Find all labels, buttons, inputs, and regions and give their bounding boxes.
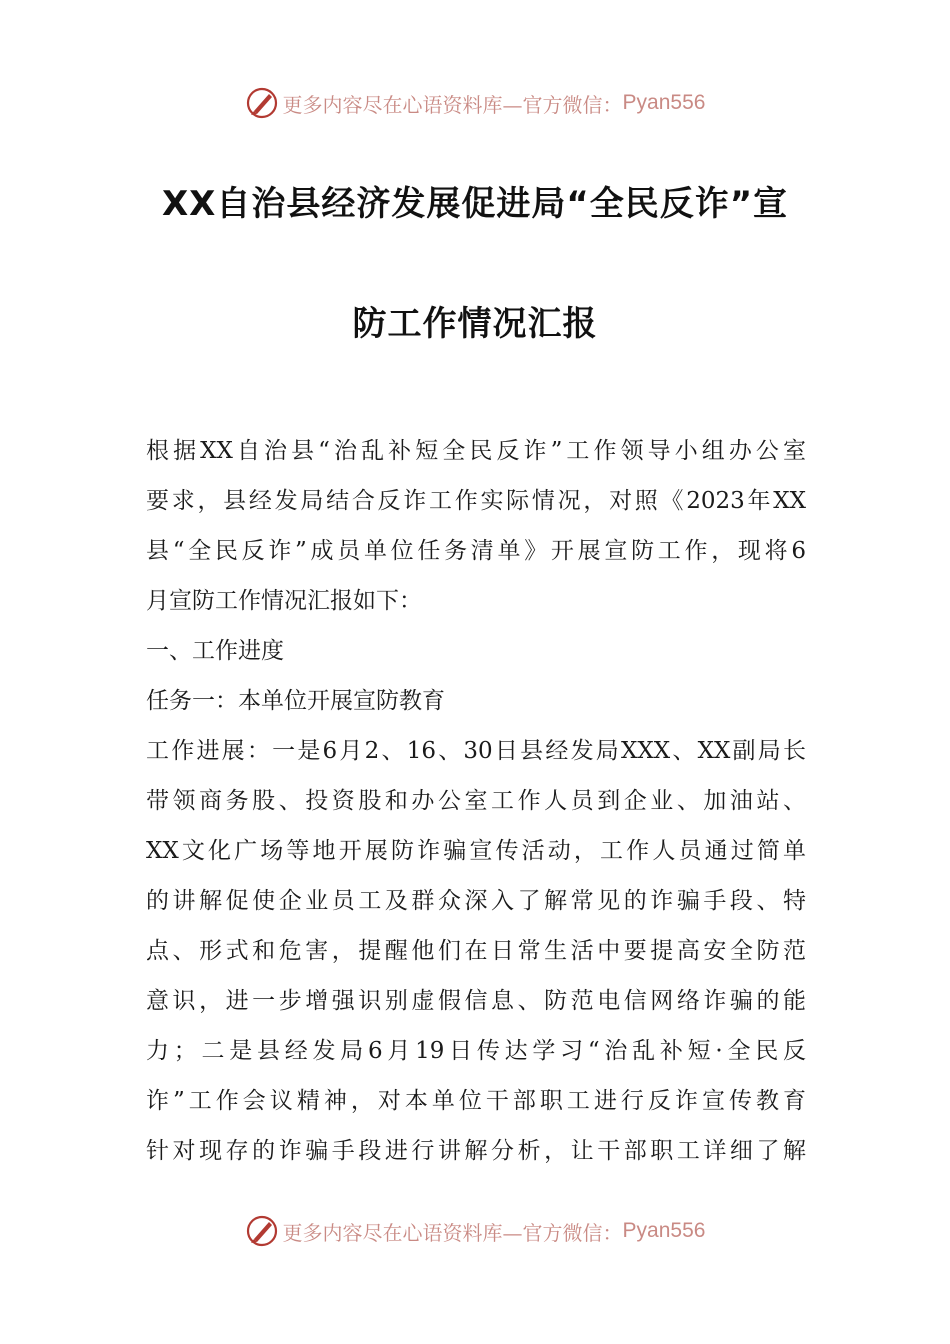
watermark-text: 更多内容尽在心语资料库—官方微信： — [282, 92, 623, 117]
watermark-id: Pyan556 — [622, 91, 706, 114]
body-line: 针对现存的诈骗手段进行讲解分析，让干部职工详细了解 — [146, 1138, 806, 1164]
watermark-footer — [0, 1214, 950, 1248]
task-heading: 任务一：本单位开展宣防教育 — [146, 688, 445, 714]
body-line: 要求，县经发局结合反诈工作实际情况，对照《2023年XX — [146, 488, 806, 514]
section-heading: 一、工作进度 — [146, 638, 284, 664]
body-line: 县“全民反诈”成员单位任务清单》开展宣防工作，现将6 — [146, 538, 806, 564]
watermark-id: Pyan556 — [622, 1219, 706, 1242]
pen-logo-icon — [245, 1214, 279, 1248]
body-line: 意识，进一步增强识别虚假信息、防范电信网络诈骗的能 — [146, 988, 806, 1014]
pen-logo-icon — [245, 86, 279, 120]
body-line: 工作进展：一是6月2、16、30日县经发局XXX、XX副局长 — [146, 738, 806, 764]
document-title-line-2: 防工作情况汇报 — [352, 304, 598, 344]
body-line: 月宣防工作情况汇报如下： — [146, 588, 422, 614]
document-body — [146, 426, 806, 1176]
body-line: 力；二是县经发局6月19日传达学习“治乱补短·全民反 — [146, 1038, 806, 1064]
body-line: 根据XX自治县“治乱补短全民反诈”工作领导小组办公室 — [146, 438, 806, 464]
watermark-header — [0, 86, 950, 120]
watermark-text: 更多内容尽在心语资料库—官方微信： — [282, 1220, 623, 1245]
body-line: 的讲解促使企业员工及群众深入了解常见的诈骗手段、特 — [146, 888, 806, 914]
body-line: 带领商务股、投资股和办公室工作人员到企业、加油站、 — [146, 788, 806, 814]
document-title-line-1: XX自治县经济发展促进局“全民反诈”宣 — [161, 184, 789, 224]
body-line: 点、形式和危害，提醒他们在日常生活中要提高安全防范 — [146, 938, 806, 964]
body-line: 诈”工作会议精神，对本单位干部职工进行反诈宣传教育 — [146, 1088, 806, 1114]
body-line: XX文化广场等地开展防诈骗宣传活动，工作人员通过简单 — [146, 838, 806, 864]
